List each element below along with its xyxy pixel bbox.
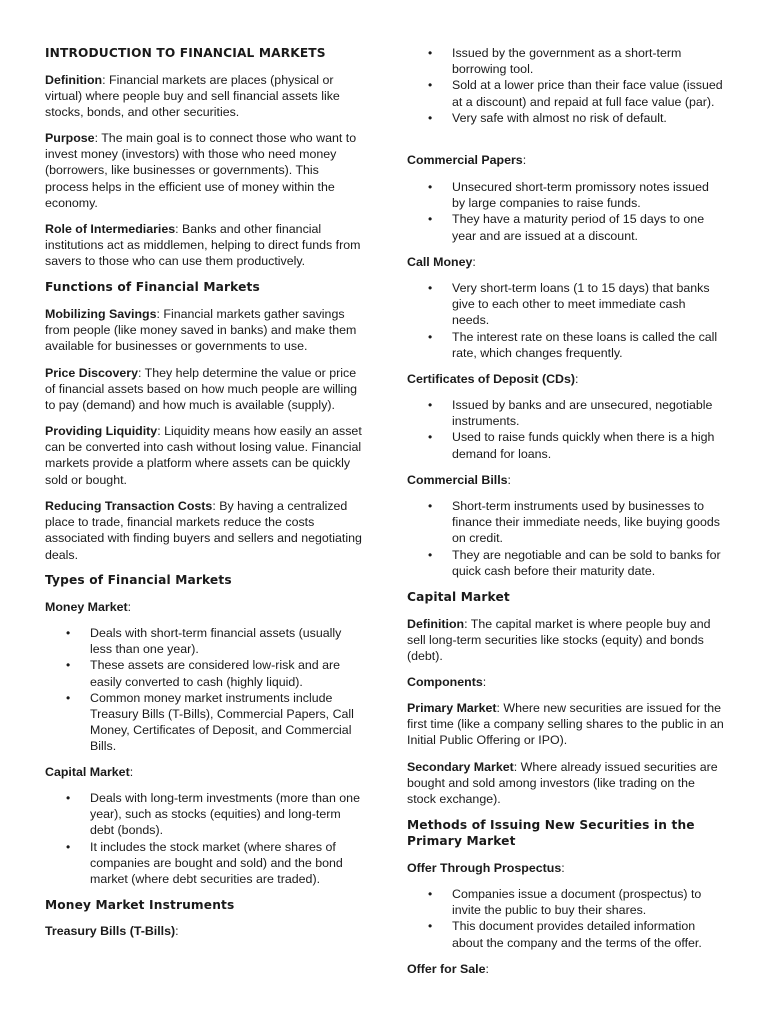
definition-term: Definition: [45, 73, 103, 87]
purpose-paragraph: [45, 130, 365, 211]
commercial-bills-list: [407, 498, 725, 579]
money-market-label: [45, 599, 365, 615]
list-item: [407, 280, 725, 329]
transaction-costs-paragraph: [45, 498, 365, 563]
list-item-text: The interest rate on these loans is called the call rate, which changes frequently.: [452, 329, 718, 360]
list-item-text: They are negotiable and can be sold to banks for quick cash before their maturity date.: [452, 547, 721, 578]
offer-for-sale-label: [407, 961, 725, 977]
intermediaries-paragraph: [45, 221, 365, 270]
list-item: [45, 657, 365, 689]
call-money-label: [407, 254, 725, 270]
bullet-icon: •: [66, 626, 71, 640]
commercial-papers-label: [407, 152, 725, 168]
list-item-text: Unsecured short-term promissory notes issued by large companies to raise funds.: [452, 180, 709, 211]
bullet-icon: •: [428, 212, 433, 227]
instruments-heading: Money Market Instruments: [45, 898, 235, 912]
bullet-icon: •: [428, 110, 433, 125]
primary-market-paragraph: [407, 700, 725, 749]
prospectus-colon: :: [561, 861, 565, 875]
bullet-icon: •: [428, 78, 433, 93]
cds-colon: :: [575, 372, 579, 386]
list-item: [407, 329, 725, 361]
primary-market-text: : Where new securities are issued for the first time (like a company selling shares to the public in an Initial Public Offering or IPO).: [407, 701, 724, 748]
components-colon: :: [482, 675, 487, 689]
definition-text: : Financial markets are places (physical or virtual) where people buy and sell financial assets like stocks, bonds, and other securities.: [45, 73, 340, 120]
document-title: INTRODUCTION TO FINANCIAL MARKETS: [45, 46, 326, 60]
purpose-text: : The main goal is to connect those who want to invest money (investors) with those who need money (borrowers, like businesses or governments). This process helps in the efficient use of money within the economy.: [45, 131, 357, 210]
list-item: [407, 429, 725, 461]
bullet-icon: •: [66, 658, 71, 673]
list-item: [407, 179, 725, 211]
list-item: [407, 397, 725, 429]
list-item-text: It includes the stock market (where shares of companies are bought and sold) and the bond market (where debt securities are traded).: [90, 839, 343, 887]
commercial-papers-term: Commercial Papers: [407, 153, 523, 167]
list-item-text: Very short-term loans (1 to 15 days) that banks give to each other to meet immediate cash needs.: [452, 281, 710, 328]
liquidity-text: : Liquidity means how easily an asset can be converted into cash without losing value. Financial markets provide a platform where assets can be quickly sold or bought.: [45, 424, 362, 487]
offer-for-sale-colon: :: [485, 962, 489, 976]
list-item: [407, 77, 725, 109]
tbills-term: Treasury Bills (T-Bills): [45, 924, 176, 938]
secondary-market-text: : Where already issued securities are bought and sold among investors (like trading on the stock exchange).: [407, 760, 718, 807]
bullet-icon: •: [428, 430, 433, 445]
money-market-colon: :: [127, 600, 132, 614]
list-item: [45, 839, 365, 888]
call-money-colon: :: [472, 255, 476, 269]
bullet-icon: •: [66, 690, 71, 705]
transaction-costs-text: : By having a centralized place to trade, financial markets reduce the costs associated with finding buyers and sellers and negotiating deals.: [45, 499, 362, 562]
liquidity-paragraph: [45, 423, 365, 488]
bullet-icon: •: [428, 547, 433, 562]
list-item-text: They have a maturity period of 15 days to one year and are issued at a discount.: [452, 212, 705, 243]
list-item: [407, 211, 725, 243]
components-term: Components: [407, 675, 483, 689]
tbills-list: [407, 45, 725, 126]
list-item-text: Very safe with almost no risk of default.: [452, 110, 667, 125]
mobilizing-text: : Financial markets gather savings from people (like money saved in banks) and make them available for businesses or governments to use.: [45, 307, 357, 354]
bullet-icon: •: [66, 839, 71, 854]
list-item-text: Issued by banks and are unsecured, negotiable instruments.: [452, 398, 713, 429]
capital-market-term: Capital Market: [45, 765, 130, 779]
transaction-costs-term: Reducing Transaction Costs: [45, 499, 213, 513]
list-item-text: Deals with short-term financial assets (usually less than one year).: [90, 626, 342, 657]
prospectus-term: Offer Through Prospectus: [407, 861, 562, 875]
capital-market-heading: Capital Market: [407, 590, 510, 604]
intermediaries-text: : Banks and other financial institutions act as middlemen, helping to direct funds from savers to those who can use them productively.: [45, 222, 361, 269]
definition-paragraph: [45, 72, 365, 121]
list-item-text: This document provides detailed information about the company and the terms of the offer.: [452, 919, 702, 950]
list-item-text: Sold at a lower price than their face value (issued at a discount) and repaid at full face value (par).: [452, 78, 723, 109]
list-item-text: These assets are considered low-risk and are easily converted to cash (highly liquid).: [90, 658, 340, 689]
cds-list: [407, 397, 725, 462]
capital-definition-text: : The capital market is where people buy and sell long-term securities like stocks (equity) and bonds (debt).: [407, 617, 711, 664]
capital-definition-paragraph: [407, 616, 725, 665]
list-item: [45, 790, 365, 839]
list-item: [407, 110, 725, 126]
list-item: [407, 547, 725, 579]
capital-market-label: [45, 764, 365, 780]
tbills-colon: :: [175, 924, 179, 938]
price-discovery-term: Price Discovery: [45, 366, 138, 380]
list-item: [407, 45, 725, 77]
secondary-market-term: Secondary Market: [407, 760, 514, 774]
bullet-icon: •: [66, 791, 71, 805]
bullet-icon: •: [428, 281, 433, 295]
commercial-bills-term: Commercial Bills: [407, 473, 508, 487]
call-money-term: Call Money: [407, 255, 473, 269]
cds-term: Certificates of Deposit (CDs): [407, 372, 575, 386]
bullet-icon: •: [428, 499, 433, 513]
money-market-term: Money Market: [45, 600, 128, 614]
bullet-icon: •: [428, 887, 433, 901]
bullet-icon: •: [428, 398, 433, 412]
mobilizing-paragraph: [45, 306, 365, 355]
list-item-text: Deals with long-term investments (more than one year), such as stocks (equities) and long-term debt (bonds).: [90, 791, 360, 838]
list-item-text: Used to raise funds quickly when there is a high demand for loans.: [452, 430, 715, 461]
capital-definition-term: Definition: [407, 617, 465, 631]
money-market-list: [45, 625, 365, 755]
list-item: [45, 690, 365, 755]
commercial-bills-colon: :: [507, 473, 511, 487]
commercial-papers-colon: :: [522, 153, 527, 167]
cds-label: [407, 371, 725, 387]
list-item: [45, 625, 365, 657]
offer-for-sale-term: Offer for Sale: [407, 962, 486, 976]
capital-market-list: [45, 790, 365, 887]
intermediaries-term: Role of Intermediaries: [45, 222, 176, 236]
bullet-icon: •: [428, 180, 433, 194]
price-discovery-paragraph: [45, 365, 365, 414]
price-discovery-text: : They help determine the value or price of financial assets based on how much people are willing to pay (demand) and how much is available (supply).: [45, 366, 358, 413]
list-item: [407, 918, 725, 950]
functions-heading: Functions of Financial Markets: [45, 280, 260, 294]
tbills-label: [45, 923, 365, 939]
secondary-market-paragraph: [407, 759, 725, 808]
list-item: [407, 886, 725, 918]
bullet-icon: •: [428, 329, 433, 344]
list-item-text: Common money market instruments include Treasury Bills (T-Bills), Commercial Papers, Call Money, Certificates of Deposit, and Commercial Bills.: [90, 690, 354, 754]
list-item-text: Companies issue a document (prospectus) to invite the public to buy their shares.: [452, 887, 702, 918]
purpose-term: Purpose: [45, 131, 95, 145]
mobilizing-term: Mobilizing Savings: [45, 307, 157, 321]
prospectus-label: [407, 860, 725, 876]
capital-market-colon: :: [129, 765, 134, 779]
list-item-text: Issued by the government as a short-term borrowing tool.: [452, 46, 682, 77]
list-item-text: Short-term instruments used by businesses to finance their immediate needs, like buying goods on credit.: [452, 499, 720, 546]
types-heading: Types of Financial Markets: [45, 573, 232, 587]
components-label: [407, 674, 725, 690]
liquidity-term: Providing Liquidity: [45, 424, 158, 438]
methods-heading: Methods of Issuing New Securities in the Primary Market: [407, 818, 695, 848]
bullet-icon: •: [428, 919, 433, 934]
call-money-list: [407, 280, 725, 361]
primary-market-term: Primary Market: [407, 701, 497, 715]
commercial-bills-label: [407, 472, 725, 488]
list-item: [407, 498, 725, 547]
commercial-papers-list: [407, 179, 725, 244]
bullet-icon: •: [428, 46, 433, 60]
prospectus-list: [407, 886, 725, 951]
